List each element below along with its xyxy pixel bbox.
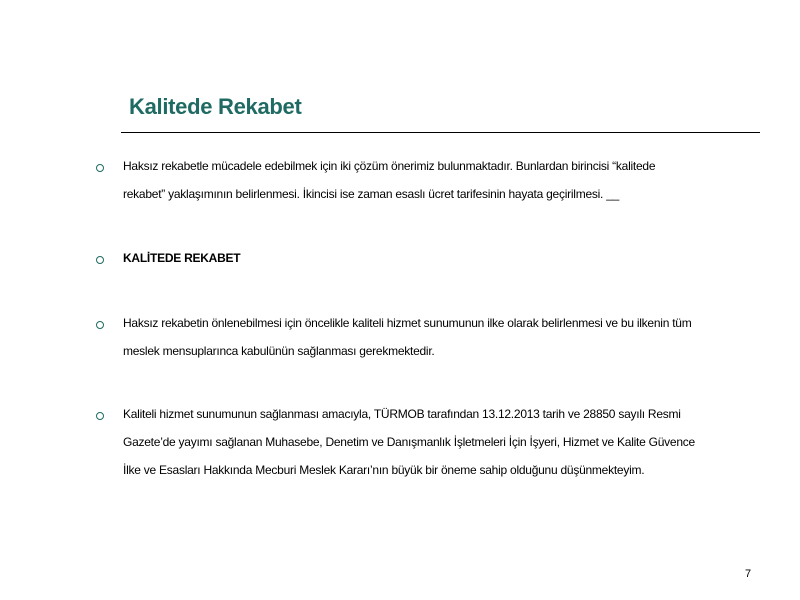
bullet-text — [123, 400, 763, 484]
slide-title: Kalitede Rekabet — [129, 94, 302, 119]
hollow-circle-bullet-icon — [96, 256, 104, 264]
title-divider — [121, 132, 760, 133]
bullet-line: meslek mensuplarınca kabulünün sağlanması gerekmektedir. — [123, 344, 435, 358]
bullet-text — [123, 244, 763, 272]
bullet-line: Gazete’de yayımı sağlanan Muhasebe, Denetim ve Danışmanlık İşletmeleri İçin İşyeri, Hizmet ve Kalite Güvence — [123, 435, 695, 449]
hollow-circle-bullet-icon — [96, 321, 104, 329]
bullet-text — [123, 152, 763, 208]
bullet-line: İlke ve Esasları Hakkında Mecburi Meslek Kararı’nın büyük bir öneme sahip olduğunu düşünmekteyim. — [123, 463, 645, 477]
bullet-text — [123, 309, 763, 365]
bullet-line: Haksız rekabetle mücadele edebilmek için iki çözüm önerimiz bulunmaktadır. Bunlardan birincisi “kalitede — [123, 159, 656, 173]
bullet-line: rekabet” yaklaşımının belirlenmesi. İkincisi ise zaman esaslı ücret tarifesinin hayata geçirilmesi. __ — [123, 187, 620, 201]
hollow-circle-bullet-icon — [96, 412, 104, 420]
hollow-circle-bullet-icon — [96, 164, 104, 172]
bullet-line: Haksız rekabetin önlenebilmesi için öncelikle kaliteli hizmet sunumunun ilke olarak belirlenmesi ve bu ilkenin tüm — [123, 316, 692, 330]
bullet-line: Kaliteli hizmet sunumunun sağlanması amacıyla, TÜRMOB tarafından 13.12.2013 tarih ve 28850 sayılı Resmi — [123, 407, 681, 421]
page-number: 7 — [745, 568, 752, 580]
bullet-heading: KALİTEDE REKABET — [123, 251, 241, 265]
